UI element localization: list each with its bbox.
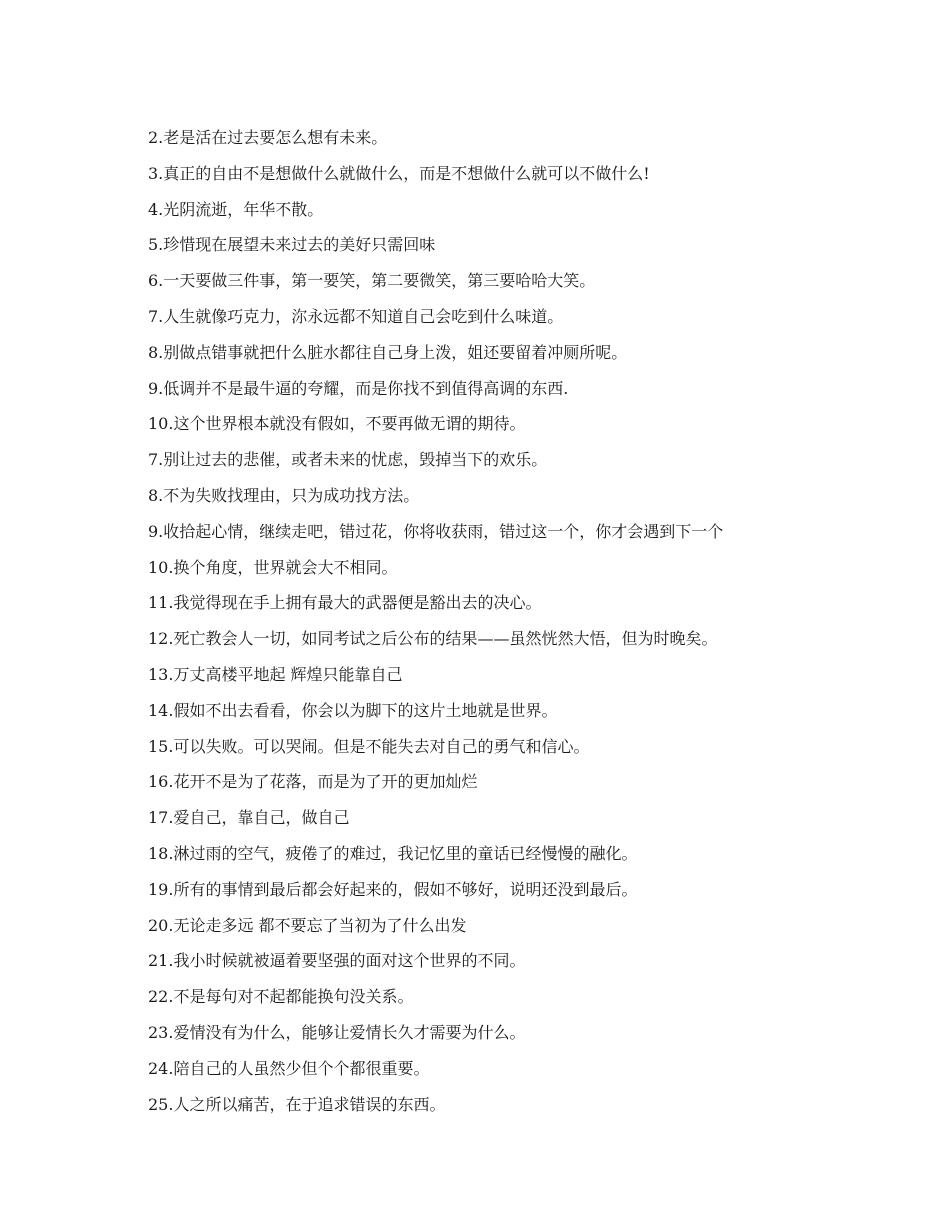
quote-line: 17.爱自己，靠自己，做自己 — [148, 808, 350, 828]
quote-line: 10.换个角度，世界就会大不相同。 — [148, 557, 398, 577]
quote-line: 20.无论走多远 都不要忘了当初为了什么出发 — [148, 915, 467, 935]
quote-line: 6.一天要做三件事，第一要笑，第二要微笑，第三要哈哈大笑。 — [148, 271, 596, 291]
quote-line: 11.我觉得现在手上拥有最大的武器便是豁出去的决心。 — [148, 593, 542, 613]
quote-line: 10.这个世界根本就没有假如，不要再做无谓的期待。 — [148, 414, 526, 434]
quote-line: 19.所有的事情到最后都会好起来的，假如不够好，说明还没到最后。 — [148, 879, 638, 899]
quote-line: 9.收拾起心情，继续走吧，错过花，你将收获雨，错过这一个，你才会遇到下一个 — [148, 521, 724, 541]
quote-line: 15.可以失败。可以哭闹。但是不能失去对自己的勇气和信心。 — [148, 736, 590, 756]
quote-line: 8.别做点错事就把什么脏水都往自己身上泼，姐还要留着冲厕所呢。 — [148, 342, 628, 362]
quote-line: 16.花开不是为了花落，而是为了开的更加灿烂 — [148, 772, 478, 792]
quote-line: 24.陪自己的人虽然少但个个都很重要。 — [148, 1058, 430, 1078]
quote-line: 12.死亡教会人一切，如同考试之后公布的结果——虽然恍然大悟，但为时晚矣。 — [148, 629, 718, 649]
quote-line: 7.人生就像巧克力，沵永远都不知道自己会吃到什么味道。 — [148, 306, 564, 326]
quote-line: 9.低调并不是最牛逼的夸耀，而是你找不到值得高调的东西. — [148, 378, 569, 398]
quote-line: 22.不是每句对不起都能换句没关系。 — [148, 987, 414, 1007]
quote-line: 2.老是活在过去要怎么想有未来。 — [148, 128, 388, 147]
quote-line: 7.别让过去的悲催，或者未来的忧虑，毁掉当下的欢乐。 — [148, 450, 548, 470]
quote-line: 23.爱情没有为什么，能够让爱情长久才需要为什么。 — [148, 1022, 526, 1042]
quote-line: 5.珍惜现在展望未来过去的美好只需回味 — [148, 235, 436, 255]
quote-line: 3.真正的自由不是想做什么就做什么，而是不想做什么就可以不做什么! — [148, 163, 650, 183]
quote-line: 18.淋过雨的空气，疲倦了的难过，我记忆里的童话已经慢慢的融化。 — [148, 843, 638, 863]
quote-line: 4.光阴流逝，年华不散。 — [148, 199, 324, 219]
quote-list — [148, 124, 908, 1126]
quote-line: 25.人之所以痛苦，在于追求错误的东西。 — [148, 1094, 446, 1114]
quote-line: 14.假如不出去看看，你会以为脚下的这片土地就是世界。 — [148, 700, 558, 720]
quote-line: 8.不为失败找理由，只为成功找方法。 — [148, 485, 420, 505]
quote-line: 21.我小时候就被逼着要坚强的面对这个世界的不同。 — [148, 951, 526, 971]
quote-line: 13.万丈高楼平地起 辉煌只能靠自己 — [148, 664, 403, 684]
